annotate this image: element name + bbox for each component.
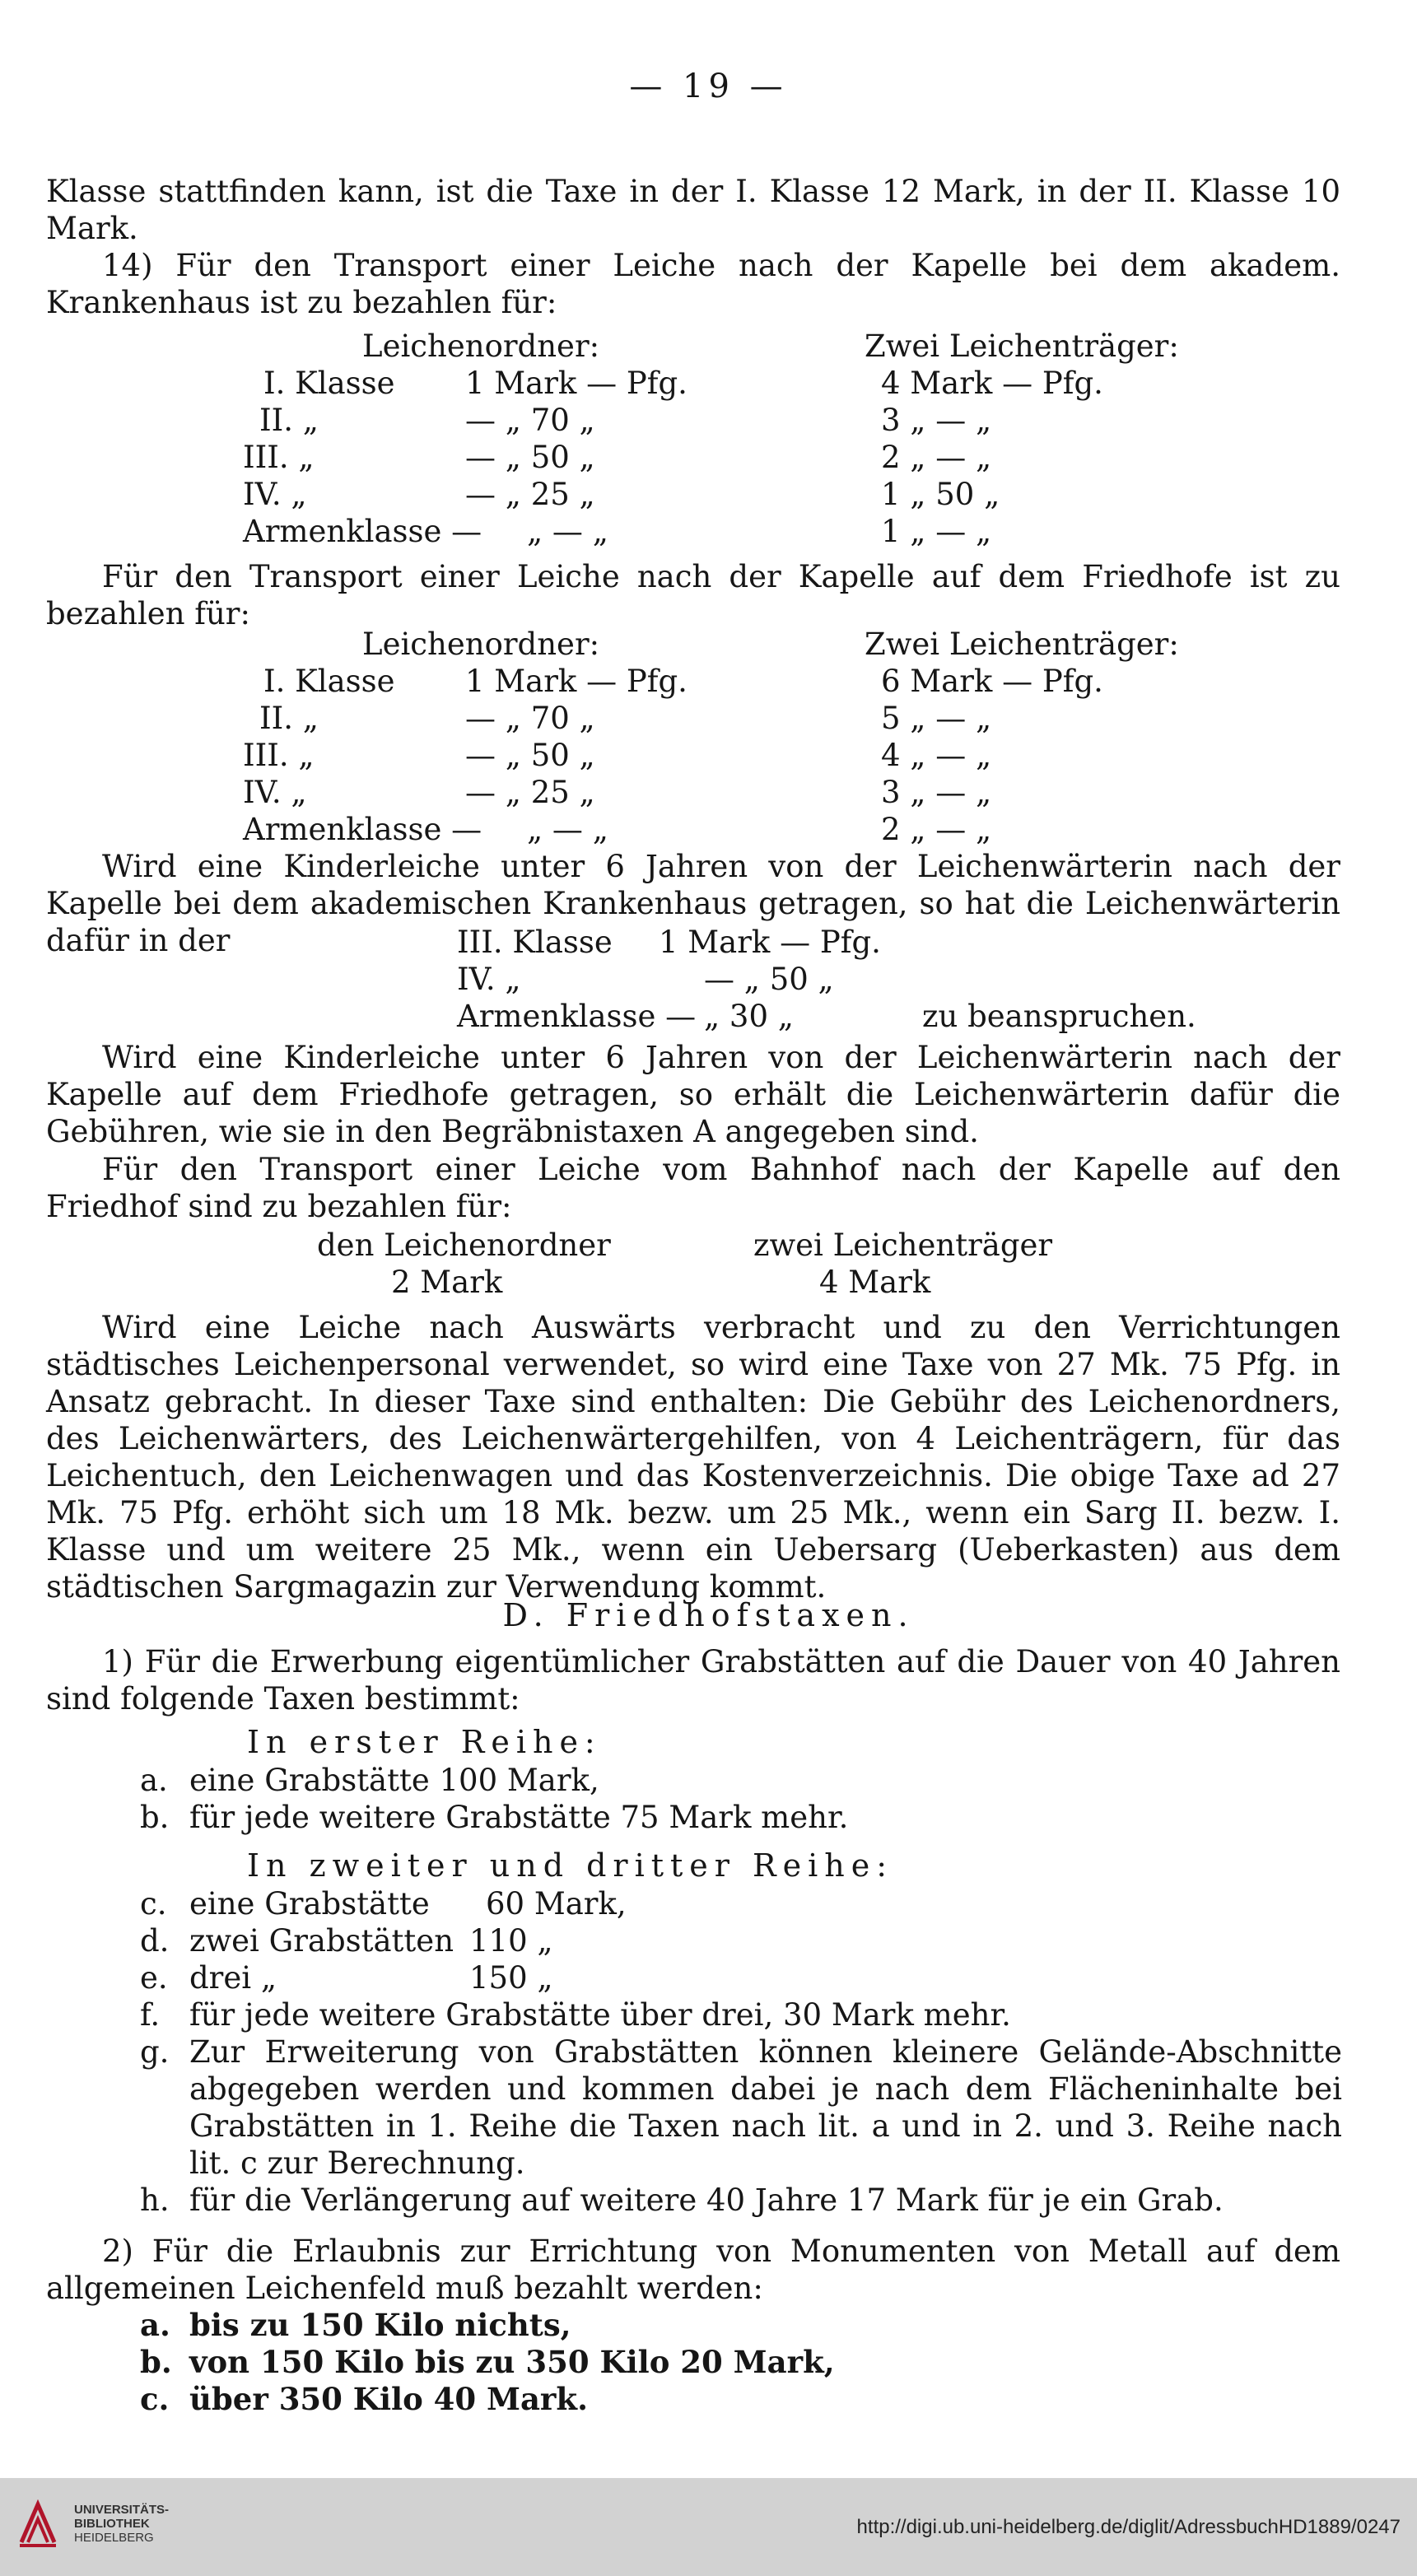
list-item <box>140 2307 1342 2344</box>
table-cell-class: IV. „ <box>243 477 307 512</box>
list-item <box>140 1959 1342 1996</box>
table-cell-traeger: 4 Mark <box>819 1265 931 1300</box>
table-cell-class: III. „ <box>243 440 315 475</box>
list-item-value: 110 „ <box>469 1923 553 1959</box>
footer-bar <box>0 2478 1417 2576</box>
table-cell-traeger: 2 „ — „ <box>881 440 992 475</box>
table-cell-fee: 1 Mark — Pfg. <box>659 925 881 960</box>
list-item-label: b. <box>140 2344 172 2380</box>
library-name <box>74 2503 169 2545</box>
list-item-label: a. <box>140 2307 170 2343</box>
table-row <box>0 924 1417 961</box>
table-row <box>0 811 1417 848</box>
table-row <box>0 961 1417 998</box>
list-item-label: d. <box>140 1923 170 1959</box>
paragraph-kinderleiche-krankenhaus: Wird eine Kinderleiche unter 6 Jahren von der Leichenwärterin nach der Kapelle bei dem akademischen Krankenhaus getragen, so hat die Leichenwärterin dafür in der <box>46 849 1340 958</box>
table-cell-class: III. „ <box>243 738 315 773</box>
library-name-line: HEIDELBERG <box>74 2531 154 2545</box>
table-row <box>0 774 1417 811</box>
list-item-label: h. <box>140 2182 170 2218</box>
table-cell-class: II. „ <box>259 403 319 438</box>
table-cell-ordner: — „ 70 „ <box>465 701 595 736</box>
list-item <box>140 2182 1342 2219</box>
list-item <box>140 2344 1342 2381</box>
list-item <box>140 1922 1342 1959</box>
table-cell-traeger: 4 Mark — Pfg. <box>881 366 1103 401</box>
table-cell-class: III. Klasse <box>457 925 613 960</box>
list-item-text: von 150 Kilo bis zu 350 Kilo 20 Mark, <box>189 2344 835 2380</box>
table-row <box>0 513 1417 550</box>
table-cell-traeger: 3 „ — „ <box>881 403 992 438</box>
list-item-text: Zur Erweiterung von Grabstätten können kleinere Gelände-Abschnitte abgegeben werden und kommen dabei je nach dem Flächeninhalte bei Grabstätten in 1. Reihe die Taxen nach lit. a und in 2. und 3. Reihe nach lit. c zur Berechnung. <box>189 2034 1342 2181</box>
table-cell-ordner: — „ 50 „ <box>465 738 595 773</box>
table-header-leichentraeger: Zwei Leichenträger: <box>865 627 1179 662</box>
list-item-value: 150 „ <box>469 1960 553 1996</box>
table-cell-note: zu beanspruchen. <box>922 999 1196 1034</box>
subheading-zweite-dritte-reihe: In zweiter und dritter Reihe: <box>247 1847 894 1884</box>
list-item-label: c. <box>140 1886 167 1922</box>
table-row <box>0 700 1417 737</box>
list-zweite-reihe <box>140 1885 1342 1996</box>
list-item-text: drei „ <box>189 1960 277 1996</box>
fee-table-krankenhaus <box>0 328 1417 550</box>
university-library-logo-icon <box>18 2499 58 2549</box>
list-item-text: über 350 Kilo 40 Mark. <box>189 2381 588 2417</box>
list-item-label: a. <box>140 1763 168 1798</box>
paragraph-continuation: Klasse stattfinden kann, ist die Taxe in der I. Klasse 12 Mark, in der II. Klasse 10 Mark. <box>46 174 1340 246</box>
table-row <box>0 663 1417 700</box>
table-cell-class: I. Klasse <box>263 366 395 401</box>
table-cell-fee: — „ 50 „ <box>704 962 834 997</box>
table-row <box>0 402 1417 439</box>
table-row <box>0 476 1417 513</box>
table-cell-traeger: 6 Mark — Pfg. <box>881 664 1103 699</box>
list-item <box>140 1996 1342 2033</box>
table-cell-class: Armenklasse — <box>457 999 697 1034</box>
table-row <box>0 365 1417 402</box>
table-header-leichenordner: den Leichenordner <box>317 1227 611 1263</box>
list-item <box>140 1799 1342 1836</box>
list-item <box>140 2033 1342 2182</box>
list-item-text: eine Grabstätte <box>189 1886 430 1922</box>
table-cell-ordner: — „ 25 „ <box>465 477 595 512</box>
paragraph-d2: 2) Für die Erlaubnis zur Errichtung von Monumenten von Metall auf dem allgemeinen Leichenfeld muß bezahlt werden: <box>46 2234 1340 2306</box>
table-cell-fee: „ 30 „ <box>704 999 794 1034</box>
list-item <box>140 1885 1342 1922</box>
subheading-erste-reihe: In erster Reihe: <box>247 1724 602 1760</box>
list-item-text: für die Verlängerung auf weitere 40 Jahre 17 Mark für je ein Grab. <box>189 2182 1224 2218</box>
fee-table-friedhof <box>0 626 1417 848</box>
paragraph-14: 14) Für den Transport einer Leiche nach der Kapelle bei dem akadem. Krankenhaus ist zu bezahlen für: <box>46 248 1340 320</box>
list-item-text: für jede weitere Grabstätte 75 Mark mehr. <box>189 1800 849 1835</box>
table-cell-class: II. „ <box>259 701 319 736</box>
table-cell-class: Armenklasse — <box>243 514 482 549</box>
table-cell-class: IV. „ <box>457 962 521 997</box>
fee-table-kinderleiche <box>0 924 1417 1035</box>
table-cell-traeger: 3 „ — „ <box>881 775 992 810</box>
fee-table-bahnhof <box>0 1227 1417 1301</box>
table-header-leichenordner: Leichenordner: <box>362 627 600 662</box>
list-item <box>140 1762 1342 1799</box>
table-cell-ordner: — „ 25 „ <box>465 775 595 810</box>
list-item-text: zwei Grabstätten <box>189 1923 454 1959</box>
table-cell-traeger: 2 „ — „ <box>881 812 992 847</box>
table-cell-class: Armenklasse — <box>243 812 482 847</box>
table-cell-ordner: „ — „ <box>527 514 608 549</box>
list-weitere-regeln <box>140 1996 1342 2219</box>
list-item-label: f. <box>140 1997 161 2033</box>
list-item-text: für jede weitere Grabstätte über drei, 30 Mark mehr. <box>189 1997 1011 2033</box>
section-heading-friedhofstaxen: D. Friedhofstaxen. <box>502 1597 915 1633</box>
list-item-label: e. <box>140 1960 168 1996</box>
table-header-leichentraeger: zwei Leichenträger <box>753 1227 1053 1263</box>
table-cell-ordner: 1 Mark — Pfg. <box>465 366 688 401</box>
library-name-line: BIBLIOTHEK <box>74 2517 150 2531</box>
source-url-link[interactable]: http://digi.ub.uni-heidelberg.de/diglit/AdressbuchHD1889/0247 <box>856 2516 1401 2538</box>
table-cell-class: I. Klasse <box>263 664 395 699</box>
paragraph-kinderleiche-friedhof: Wird eine Kinderleiche unter 6 Jahren von der Leichenwärterin nach der Kapelle auf dem Friedhofe getragen, so erhält die Leichenwärterin dafür die Gebühren, wie sie in den Begräbnistaxen A angegeben sind. <box>46 1040 1340 1149</box>
table-cell-ordner: 2 Mark <box>391 1265 503 1300</box>
list-item-label: c. <box>140 2381 170 2417</box>
table-cell-ordner: 1 Mark — Pfg. <box>465 664 688 699</box>
table-cell-traeger: 5 „ — „ <box>881 701 992 736</box>
table-cell-traeger: 1 „ 50 „ <box>881 477 1000 512</box>
list-erste-reihe <box>140 1762 1342 1836</box>
list-item <box>140 2381 1342 2418</box>
table-cell-traeger: 1 „ — „ <box>881 514 992 549</box>
table-cell-ordner: „ — „ <box>527 812 608 847</box>
library-name-line: UNIVERSITÄTS- <box>74 2503 170 2517</box>
paragraph-auswaerts: Wird eine Leiche nach Auswärts verbracht und zu den Verrichtungen städtisches Leichenpersonal verwendet, so wird eine Taxe von 27 Mk. 75 Pfg. in Ansatz gebracht. In dieser Taxe sind enthalten: Die Gebühr des Leichenordners, des Leichenwärters, des Leichenwärtergehilfen, von 4 Leichenträgern, für das Leichentuch, den Leichenwagen und das Kostenverzeichnis. Die obige Taxe ad 27 Mk. 75 Pfg. erhöht sich um 18 Mk. bezw. um 25 Mk., wenn ein Sarg II. bezw. I. Klasse und um weitere 25 Mk., wenn ein Uebersarg (Ueberkasten) aus dem städtischen Sargmagazin zur Verwendung kommt. <box>46 1310 1340 1605</box>
list-item-text: bis zu 150 Kilo nichts, <box>189 2307 571 2343</box>
table-cell-ordner: — „ 50 „ <box>465 440 595 475</box>
list-monumente <box>140 2307 1342 2418</box>
table-row <box>0 1227 1417 1264</box>
table-header-leichentraeger: Zwei Leichenträger: <box>865 328 1179 364</box>
paragraph-bahnhof: Für den Transport einer Leiche vom Bahnhof nach der Kapelle auf den Friedhof sind zu bezahlen für: <box>46 1152 1340 1224</box>
paragraph-friedhof: Für den Transport einer Leiche nach der Kapelle auf dem Friedhofe ist zu bezahlen für: <box>46 559 1340 631</box>
page-number: — 19 — <box>629 68 788 105</box>
list-item-value: 60 Mark, <box>486 1886 627 1922</box>
table-row <box>0 439 1417 476</box>
list-item-text: eine Grabstätte 100 Mark, <box>189 1763 599 1798</box>
list-item-label: b. <box>140 1800 170 1835</box>
list-item-label: g. <box>140 2034 170 2070</box>
paragraph-d1: 1) Für die Erwerbung eigentümlicher Grabstätten auf die Dauer von 40 Jahren sind folgende Taxen bestimmt: <box>46 1644 1340 1717</box>
table-header-leichenordner: Leichenordner: <box>362 328 600 364</box>
table-row <box>0 1264 1417 1301</box>
table-cell-ordner: — „ 70 „ <box>465 403 595 438</box>
table-row <box>0 737 1417 774</box>
table-cell-class: IV. „ <box>243 775 307 810</box>
table-row <box>0 998 1417 1035</box>
table-cell-traeger: 4 „ — „ <box>881 738 992 773</box>
